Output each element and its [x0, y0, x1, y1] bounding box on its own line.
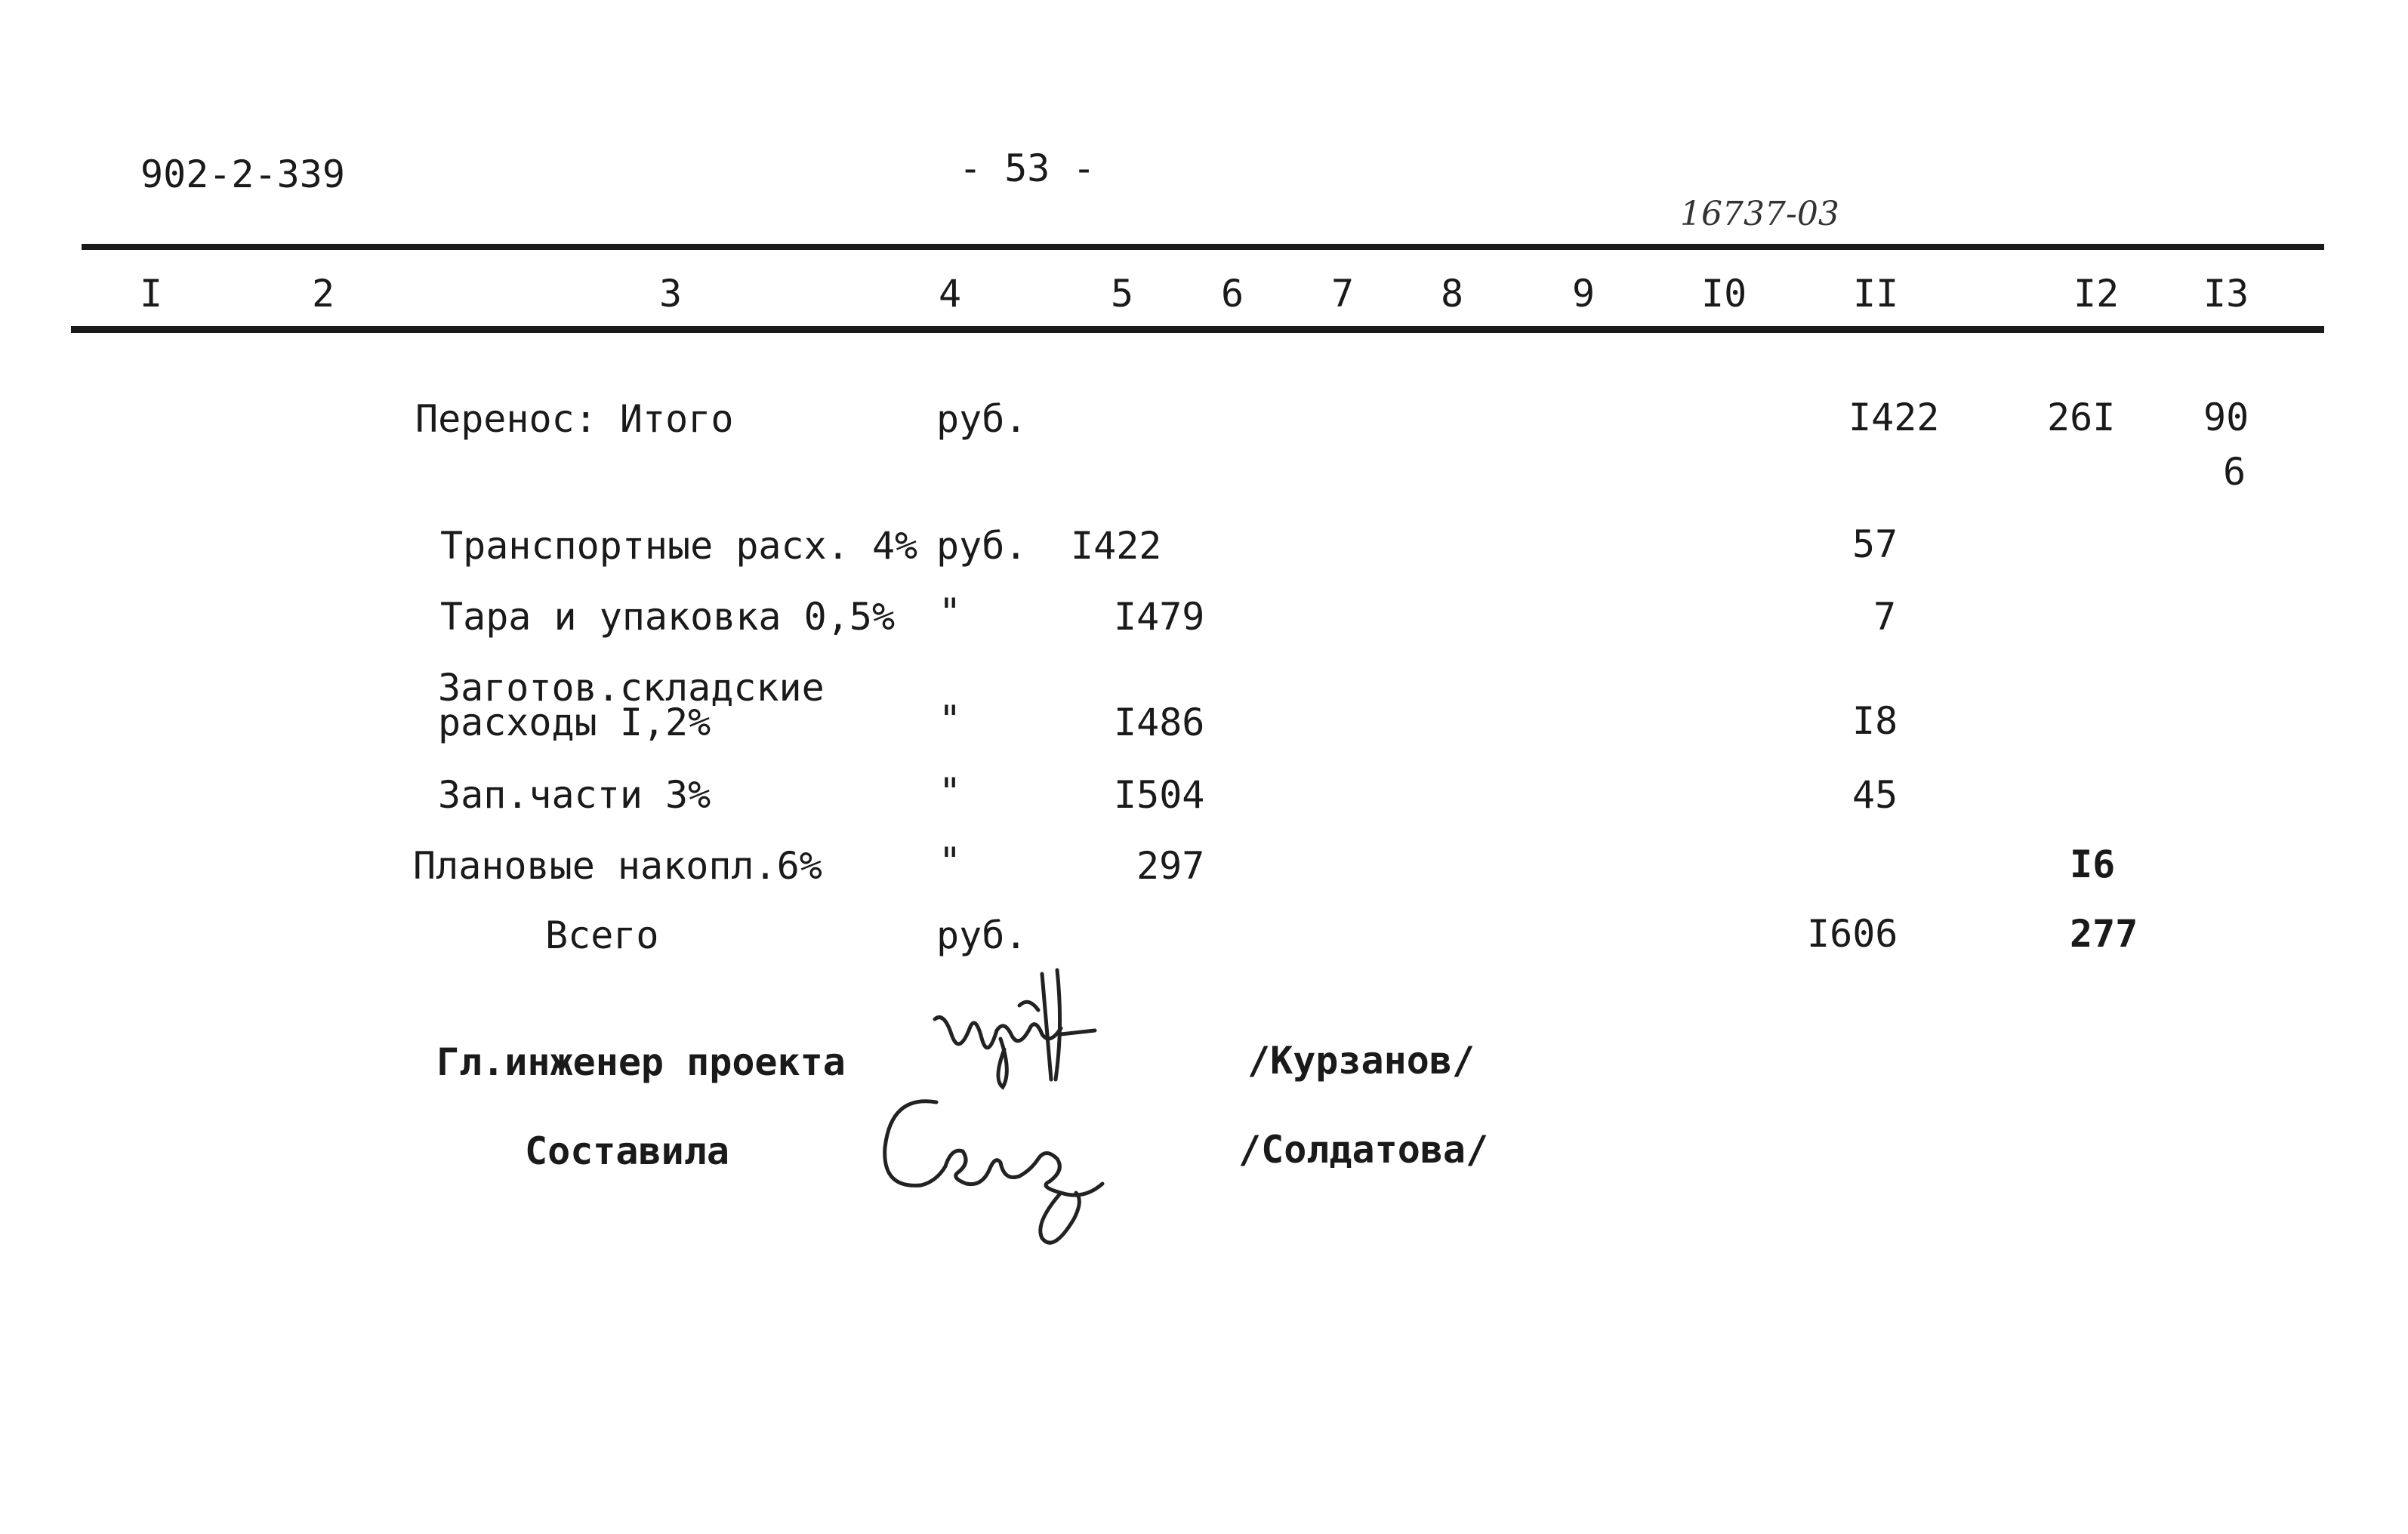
header-bottom-rule	[71, 326, 2324, 333]
column-number: 2	[312, 272, 335, 316]
row-base: 297	[1136, 844, 1205, 888]
row-name: Транспортные расх. 4%	[440, 524, 918, 568]
row-base: I504	[1114, 773, 1205, 817]
row-unit: "	[939, 839, 962, 883]
row-unit: "	[939, 770, 962, 814]
row-base: I486	[1114, 701, 1205, 744]
row-col13: 90	[2203, 396, 2249, 439]
row-unit: руб.	[936, 524, 1028, 568]
column-number: I	[140, 272, 163, 316]
signature-role: Составила	[525, 1129, 729, 1173]
row-name-line2: расходы I,2%	[438, 701, 711, 744]
row-col11: I606	[1807, 912, 1898, 956]
column-number: I0	[1701, 272, 1747, 316]
inventory-number: 16737-03	[1680, 195, 1839, 233]
row-col13-continued: 6	[2223, 450, 2246, 494]
row-name: Перенос: Итого	[415, 397, 734, 441]
row-col12: I6	[2070, 842, 2116, 886]
row-base: I479	[1114, 595, 1205, 639]
row-name: Зап.части 3%	[438, 773, 711, 817]
header-top-rule	[82, 244, 2324, 250]
column-number: 7	[1331, 272, 1355, 316]
signature-role: Гл.инженер проекта	[436, 1040, 846, 1084]
column-number: II	[1853, 272, 1899, 316]
row-col11: 7	[1873, 595, 1897, 639]
row-col11: I422	[1848, 396, 1940, 439]
row-base: I422	[1071, 524, 1162, 568]
column-number: I3	[2203, 272, 2249, 316]
column-number: 6	[1221, 272, 1244, 316]
row-col11: 45	[1852, 773, 1898, 817]
row-unit: "	[939, 590, 962, 634]
column-number: I2	[2073, 272, 2120, 316]
row-unit: руб.	[936, 913, 1028, 957]
row-col12: 26I	[2047, 396, 2116, 439]
row-unit: руб.	[936, 397, 1028, 441]
row-name: Тара и упаковка 0,5%	[440, 595, 896, 639]
row-col11: 57	[1852, 522, 1898, 566]
row-name-line1: Заготов.складские	[438, 666, 825, 710]
column-number: 5	[1111, 272, 1134, 316]
column-number: 9	[1572, 272, 1596, 316]
row-name: Всего	[545, 913, 659, 957]
row-unit: "	[939, 698, 962, 741]
doc-code: 902-2-339	[140, 152, 345, 196]
column-number: 4	[939, 272, 962, 316]
handwritten-signature-icon	[876, 1087, 1148, 1261]
signature-name: /Солдатова/	[1238, 1128, 1489, 1172]
column-number: 3	[659, 272, 683, 316]
row-col11: I8	[1852, 699, 1898, 743]
signature-name: /Курзанов/	[1247, 1039, 1475, 1083]
row-name: Плановые накопл.6%	[413, 844, 822, 888]
column-number: 8	[1441, 272, 1464, 316]
page-number: - 53 -	[959, 146, 1096, 190]
row-col12: 277	[2070, 912, 2138, 956]
